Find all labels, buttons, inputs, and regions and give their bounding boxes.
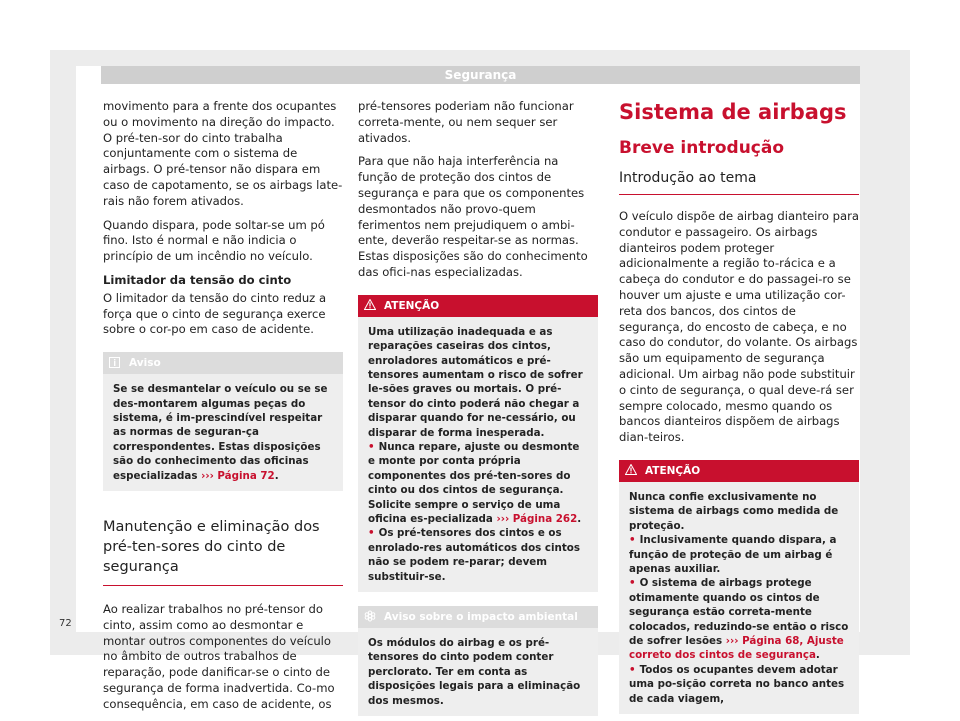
page-link[interactable]: ››› Página 72 — [201, 469, 275, 482]
section-title: Manutenção e eliminação dos pré-ten-sores do cinto de segurança — [103, 517, 343, 586]
bullet-item: • Todos os ocupantes devem adotar uma po-sição correta no banco antes de cada viagem, — [629, 663, 845, 705]
warning-body — [358, 317, 598, 592]
bullet-text: Inclusivamente quando dispara, a função de proteção de um airbag é apenas auxiliar. — [629, 534, 837, 575]
notice-body — [103, 374, 343, 491]
environment-box — [358, 606, 598, 716]
paragraph: movimento para a frente dos ocupantes ou o movimento na direção do impacto. O pré-ten-sor do cinto trabalha conjuntamente com o sistema de airbags. O pré-tensor não dispara em caso de capotamento, se os airbags late-rais não forem ativados. — [103, 99, 343, 208]
notice-header — [103, 352, 343, 374]
notice-text: Se se desmantelar o veículo ou se se des-montarem algumas peças do sistema, é im-prescindível respeitar as normas de seguran-ça correspondentes. Estas disposições são do conhecimento das oficinas especializadas — [113, 383, 328, 482]
page-link[interactable]: ››› Página 262 — [496, 513, 578, 526]
warning-title: ATENÇÃO — [645, 464, 701, 477]
environment-header — [358, 606, 598, 628]
subheading: Limitador da tensão do cinto — [103, 272, 292, 287]
warning-triangle-icon — [625, 460, 637, 482]
section-subtitle: Breve introdução — [619, 138, 785, 158]
warning-box — [619, 460, 859, 714]
column-middle — [358, 99, 598, 716]
warning-triangle-icon — [364, 295, 376, 317]
punctuation: . — [815, 649, 820, 662]
paragraph: O veículo dispõe de airbag dianteiro para condutor e passageiro. Os airbags dianteiros podem proteger adicionalmente a região to-rácica e a cabeça do condutor e do passagei-ro se houver um ajuste e uma utilização cor-reta dos bancos, dos cintos de segurança, do encosto de cabeça, e no caso do condutor, do volante. Os airbags são um equipamento de segurança adicional. Um airbag não pode substituir o cinto de segurança, o qual deve-rá ser sempre colocado, mesmo quando os bancos dianteiros dispõem de airbags dian-teiros. — [619, 209, 859, 445]
paragraph: pré-tensores poderiam não funcionar correta-mente, ou nem sequer ser ativados. — [358, 99, 574, 145]
topic-title: Introdução ao tema — [619, 169, 859, 195]
page-link[interactable]: ››› Página 68, Ajuste correto dos cintos de segurança — [629, 635, 844, 662]
bullet-text: Todos os ocupantes devem adotar uma po-sição correta no banco antes de cada viagem, — [629, 663, 845, 705]
page-number: 72 — [59, 618, 72, 629]
column-right — [619, 99, 859, 714]
bullet-text: O sistema de airbags protege otimamente quando os cintos de segurança estão correta-mente colocados, reduzindo-se então o risco de sofrer lesões — [629, 577, 849, 648]
paragraph: Quando dispara, pode soltar-se um pó fino. Isto é normal e não indicia o princípio de um incêndio no veículo. — [103, 217, 325, 264]
paragraph: Para que não haja interferência na função de proteção dos cintos de segurança e para que os componentes desmontados não provo-quem ferimentos nem prejudiquem o ambi-ente, deverão respeitar-se as normas. Estas disposições são do conhecimento das ofici-nas especializadas. — [358, 154, 588, 279]
environment-title: Aviso sobre o impacto ambiental — [384, 611, 578, 624]
punctuation: . — [577, 513, 582, 526]
warning-text: Nunca confie exclusivamente no sistema de airbags como medida de proteção. — [629, 490, 839, 532]
notice-title: Aviso — [129, 357, 161, 370]
bullet-item: • Nunca repare, ajuste ou desmonte e monte por conta própria componentes dos pré-ten-sores do cinto ou dos cintos de segurança. Solicite sempre o serviço de uma oficina es-pecializada ››› Página 262. — [368, 441, 582, 526]
paragraph: O limitador da tensão do cinto reduz a força que o cinto de segurança exerce sobre o cor-po em caso de acidente. — [103, 290, 327, 337]
environment-body: Os módulos do airbag e os pré-tensores do cinto podem conter perclorato. Ter em conta as disposições legais para a eliminação dos mesmos. — [358, 628, 598, 716]
warning-header — [619, 460, 859, 482]
warning-text: Uma utilização inadequada e as reparações caseiras dos cintos, enroladores automáticos e pré-tensores aumentam o risco de sofrer le-sões graves ou mortais. O pré-tensor do cinto poderá não chegar a disparar quando for ne-cessário, ou disparar de forma inesperada. — [368, 325, 583, 439]
bullet-text: Os pré-tensores dos cintos e os enrolado-res automáticos dos cintos não se podem re-parar; devem substituir-se. — [368, 527, 580, 583]
bullet-text: Nunca repare, ajuste ou desmonte e monte por conta própria componentes dos pré-ten-sores do cinto ou dos cintos de segurança. Solicite sempre o serviço de uma oficina es-pecializada — [368, 441, 580, 526]
bullet-item: • O sistema de airbags protege otimamente quando os cintos de segurança estão correta-mente colocados, reduzindo-se então o risco de sofrer lesões ››› Página 68, Ajuste correto dos cintos de segurança. — [629, 577, 849, 662]
notice-box — [103, 352, 343, 491]
warning-title: ATENÇÃO — [384, 299, 440, 312]
warning-body — [619, 482, 859, 714]
info-icon — [109, 352, 120, 374]
page-header: Segurança — [101, 66, 860, 84]
punctuation: . — [274, 469, 279, 482]
chapter-title: Sistema de airbags — [619, 100, 847, 124]
column-left — [103, 99, 343, 721]
warning-header — [358, 295, 598, 317]
bullet-item: • Inclusivamente quando dispara, a função de proteção de um airbag é apenas auxiliar. — [629, 534, 837, 575]
paragraph: Ao realizar trabalhos no pré-tensor do cinto, assim como ao desmontar e montar outros componentes do veículo no âmbito de outros trabalhos de reparação, pode danificar-se o cinto de segurança de forma inadvertida. Co-mo consequência, em caso de acidente, os — [103, 602, 335, 711]
warning-box — [358, 295, 598, 592]
environment-flower-icon — [364, 606, 376, 628]
bullet-item: • Os pré-tensores dos cintos e os enrolado-res automáticos dos cintos não se podem re-parar; devem substituir-se. — [368, 527, 580, 583]
